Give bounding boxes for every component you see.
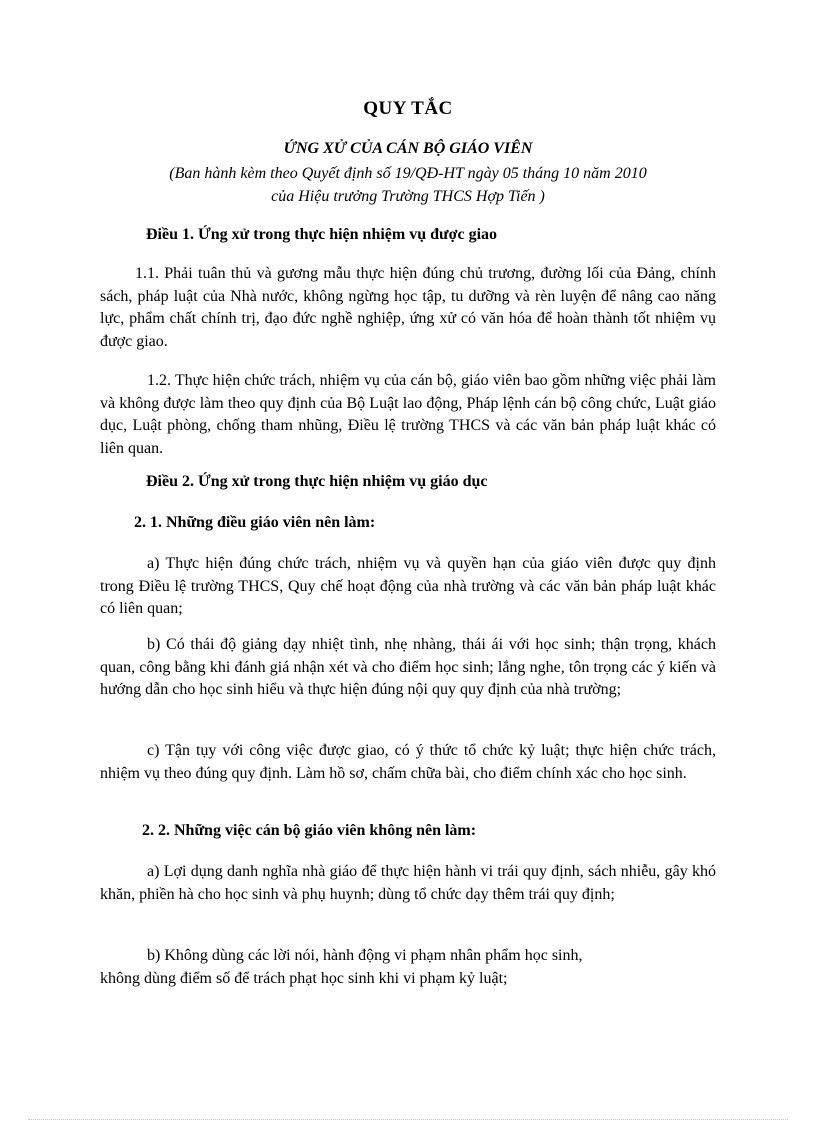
- section-2-1-heading: 2. 1. Những điều giáo viên nên làm:: [134, 514, 376, 531]
- section-2-2-heading: 2. 2. Những việc cán bộ giáo viên không nên làm:: [142, 822, 477, 839]
- issue-statement: [0, 162, 816, 208]
- section-2-2-item-b-line-2: không dùng điểm số để trách phạt học sinh khi vi phạm kỷ luật;: [100, 969, 508, 987]
- document-subtitle: ỨNG XỬ CỦA CÁN BỘ GIÁO VIÊN: [283, 140, 533, 157]
- section-2-2-item-b-line-1: b) Không dùng các lời nói, hành động vi phạm nhân phẩm học sinh,: [147, 947, 583, 964]
- article-2-heading: Điều 2. Ứng xử trong thực hiện nhiệm vụ giáo dục: [146, 473, 488, 490]
- article-1-paragraph-2: 1.2. Thực hiện chức trách, nhiệm vụ của cán bộ, giáo viên bao gồm những việc phải làm và không được làm theo quy định của Bộ Luật lao động, Pháp lệnh cán bộ công chức, Luật giáo dục, Luật phòng, chống tham nhũng, Điều lệ trường THCS và các văn bản pháp luật khác có liên quan.: [100, 372, 716, 457]
- article-1-paragraph-1: 1.1. Phải tuân thủ và gương mẫu thực hiện đúng chủ trương, đường lối của Đảng, chính sách, pháp luật của Nhà nước, không ngừng học tập, tu dưỡng và rèn luyện để nâng cao năng lực, phẩm chất chính trị, đạo đức nghề nghiệp, ứng xử có văn hóa để hoàn thành tốt nhiệm vụ được giao.: [100, 265, 716, 350]
- section-2-1-item-c: c) Tận tụy với công việc được giao, có ý thức tổ chức kỷ luật; thực hiện chức trách, nhiệm vụ theo đúng quy định. Làm hồ sơ, chấm chữa bài, cho điểm chính xác cho học sinh.: [100, 742, 716, 782]
- issue-line-1: (Ban hành kèm theo Quyết định số 19/QĐ-HT ngày 05 tháng 10 năm 2010: [169, 165, 647, 182]
- section-2-2-item-b: [100, 945, 716, 990]
- article-1-heading: Điều 1. Ứng xử trong thực hiện nhiệm vụ được giao: [146, 226, 498, 243]
- page-bottom-divider: [28, 1119, 788, 1120]
- issue-line-2: của Hiệu trưởng Trường THCS Hợp Tiến ): [271, 188, 545, 205]
- section-2-2-item-a: a) Lợi dụng danh nghĩa nhà giáo để thực hiện hành vi trái quy định, sách nhiễu, gây khó khăn, phiền hà cho học sinh và phụ huynh; dùng tổ chức dạy thêm trái quy định;: [100, 863, 716, 903]
- document-title: QUY TẮC: [363, 98, 453, 119]
- section-2-1-item-b: b) Có thái độ giảng dạy nhiệt tình, nhẹ nhàng, thái ái với học sinh; thận trọng, khách quan, công bằng khi đánh giá nhận xét và cho điểm học sinh; lắng nghe, tôn trọng các ý kiến và hướng dẫn cho học sinh hiểu và thực hiện đúng nội quy quy định của nhà trường;: [100, 636, 716, 698]
- section-2-1-item-a: a) Thực hiện đúng chức trách, nhiệm vụ và quyền hạn của giáo viên được quy định trong Điều lệ trường THCS, Quy chế hoạt động của nhà trường và các văn bản pháp luật khác có liên quan;: [100, 555, 716, 617]
